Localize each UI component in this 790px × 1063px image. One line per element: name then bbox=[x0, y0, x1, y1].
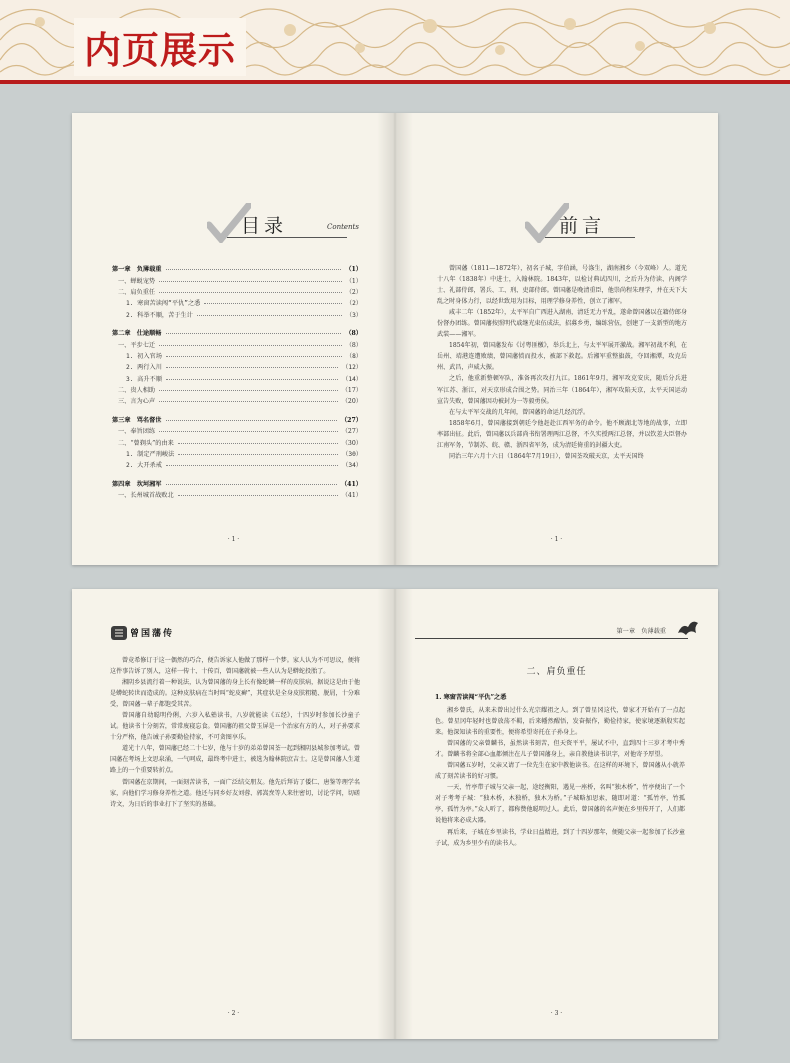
toc-entry-page: （1） bbox=[345, 266, 362, 274]
paragraph: 湘阴乡县流行着一种说法，认为曾国藩的身上长有像蛇鳞一样的皮肤病，据说这是由于他是蟒蛇转世而造成的。这种皮肤病在当时叫“蛇皮癣”，其症状是全身皮肤粗糙、脱屑，十分难受，曾国藩一辈子都饱受其苦。 bbox=[110, 679, 360, 709]
toc-entry-page: （3） bbox=[345, 311, 362, 319]
toc-gap bbox=[112, 471, 362, 478]
page-contents bbox=[72, 113, 395, 565]
preface-heading bbox=[525, 203, 705, 243]
paragraph: 1858年6月，曾国藩接到朝廷令他赶赴江西军务的命令。他不顾湖北等地的战事，立即率部出征。此后，曾国藩以兵部尚书衔署理两江总督，不久实授两江总督，并以钦差大臣督办江南军务，节制苏、皖、赣、浙四省军务，成为清廷倚重的封疆大吏。 bbox=[437, 419, 687, 449]
banner bbox=[0, 0, 790, 84]
toc-entry-page: （1） bbox=[345, 277, 362, 285]
toc-entry-label: 第一章 负薄载重 bbox=[112, 266, 162, 274]
toc-sec-entry[interactable] bbox=[112, 436, 362, 447]
toc-entry-page: （8） bbox=[345, 352, 362, 360]
toc-entry-label: 1. 寒窗苦读闯“平仇”之悉 bbox=[126, 300, 201, 308]
toc-entry-label: 2. 大开杀戒 bbox=[126, 462, 162, 470]
toc-sec-entry[interactable] bbox=[112, 395, 362, 406]
toc-entry-page: （8） bbox=[345, 330, 362, 338]
toc-gap bbox=[112, 320, 362, 327]
header-rule bbox=[415, 638, 688, 639]
toc-entry-page: （14） bbox=[342, 375, 362, 383]
toc-leader-dots bbox=[178, 454, 338, 455]
toc-chapter-entry[interactable] bbox=[112, 414, 362, 425]
toc-sec-entry[interactable] bbox=[112, 274, 362, 285]
toc-sub-entry[interactable] bbox=[112, 297, 362, 308]
toc-sub-entry[interactable] bbox=[112, 309, 362, 320]
paragraph: 同治三年六月十六日（1864年7月19日），曾国荃攻破天京，太平天国终 bbox=[449, 452, 644, 460]
seal-logo-icon bbox=[110, 625, 128, 641]
toc-entry-label: 1. 制定严刑峻法 bbox=[126, 451, 175, 459]
paragraph: 湘乡曾氏，从来未曾出过什么光宗耀祖之人。到了曾星冈这代，曾家才开始有了一点起色。曾星冈年轻时也曾放荡不羁，后来幡然醒悟，发奋振作，勤俭持家，使家境逐渐殷实起来。他深知读书的重要性，便将希望寄托在子孙身上。 bbox=[435, 707, 685, 737]
toc-sec-entry[interactable] bbox=[112, 489, 362, 500]
paragraph: 曾国藩的父亲曾麟书，虽然读书刻苦，但天资平平，屡试不中，直到四十三岁才考中秀才。曾麟书将全部心血都倾注在儿子曾国藩身上，亲自教他读书识字，对他寄予厚望。 bbox=[435, 740, 685, 759]
toc-leader-dots bbox=[166, 379, 338, 380]
toc-chapter-entry[interactable] bbox=[112, 263, 362, 274]
paragraph: 道光十八年，曾国藩已经二十七岁，他与十岁的弟弟曾国荃一起到湘阴县城参加考试。曾国藩在考场上文思泉涌，一气呵成，最终考中进士，被选为翰林院庶吉士。这是曾国藩人生道路上的一个重要转折点。 bbox=[110, 745, 360, 775]
toc-entry-page: （2） bbox=[345, 288, 362, 296]
toc-sub-entry[interactable] bbox=[112, 373, 362, 384]
toc-leader-dots bbox=[166, 356, 342, 357]
toc-leader-dots bbox=[166, 420, 338, 421]
paragraph: 曾国藩（1811—1872年），初名子城，字伯涵，号涤生，湖南湘乡（今双峰）人。道光十八年（1838年）中进士，入翰林院。1843年，以检讨典试四川，之后升为侍读、内阁学士、礼部侍郎，署兵、工、刑、吏部侍郎。曾国藩是晚清重臣，他崇尚程朱理学，并在天下大乱之时身体力行，以经世致用为目标，用理学修身养性，创立了湘军。 bbox=[437, 265, 687, 306]
chapter-header: 第一章 负薄载重 bbox=[616, 628, 666, 635]
paragraph: 在与太平军交战的几年间，曾国藩的命运几经沉浮。 bbox=[449, 408, 590, 416]
toc-leader-dots bbox=[159, 281, 342, 282]
toc-entry-page: （8） bbox=[345, 341, 362, 349]
toc-leader-dots bbox=[178, 443, 338, 444]
toc-entry-label: 第三章 骂名督世 bbox=[112, 416, 162, 424]
toc-sec-entry[interactable] bbox=[112, 286, 362, 297]
contents-subtitle: Contents bbox=[327, 223, 359, 231]
toc-entry-label: 3. 高升不顺 bbox=[126, 375, 162, 383]
toc-entry-page: （12） bbox=[342, 364, 362, 372]
paragraph: 咸丰二年（1852年），太平军自广西进入湖南，清廷无力平乱，遂命曾国藩以在籍侍郎身份督办团练。曾国藩按照明代戚继光束伍成法，招募乡勇，编练营伍，创建了一支新型的地方武装——湘军。 bbox=[437, 309, 687, 339]
toc-entry-page: （34） bbox=[342, 462, 362, 470]
series-logo-text: 曾国藩传 bbox=[130, 629, 175, 639]
toc-entry-page: （41） bbox=[341, 480, 362, 488]
toc-entry-label: 一、长州城首战败北 bbox=[118, 492, 174, 500]
toc-sec-entry[interactable] bbox=[112, 425, 362, 436]
toc-gap bbox=[112, 407, 362, 414]
toc-entry-label: 一、平步七迁 bbox=[118, 341, 156, 349]
toc-sec-entry[interactable] bbox=[112, 384, 362, 395]
body-text-left bbox=[110, 655, 360, 810]
paragraph: 曾国藩自幼聪明伶俐，六岁入私塾读书，八岁就能读《五经》，十四岁时参加长沙童子试。他读书十分刻苦，常常废寝忘食。曾国藩的祖父曾玉屏是一个治家有方的人，对子孙要求十分严格，他告诫子孙要勤俭持家，不可贪图享乐。 bbox=[110, 712, 360, 742]
page-preface bbox=[395, 113, 718, 565]
toc-sub-entry[interactable] bbox=[112, 448, 362, 459]
toc-entry-label: 1. 初入官场 bbox=[126, 352, 162, 360]
book-spread-contents bbox=[72, 113, 718, 565]
toc-entry-label: 第二章 仕途顺畅 bbox=[112, 330, 162, 338]
page-body-left bbox=[72, 589, 395, 1039]
toc-sub-entry[interactable] bbox=[112, 459, 362, 470]
book-spread-body bbox=[72, 589, 718, 1039]
page-number: · 1 · bbox=[550, 536, 563, 543]
toc-chapter-entry[interactable] bbox=[112, 478, 362, 489]
toc-entry-label: 2. 两行入川 bbox=[126, 364, 162, 372]
toc-entry-label: 一、蝉蜕宠势 bbox=[118, 277, 156, 285]
toc-entry-label: 二、肩负重任 bbox=[118, 288, 156, 296]
toc-sec-entry[interactable] bbox=[112, 338, 362, 349]
paragraph: 1854年初，曾国藩发布《讨粤匪檄》，举兵北上，与太平军展开激战。湘军初战不利，在岳州、靖港连遭败绩，曾国藩愤而投水，被部下救起。后湘军重整旗鼓，夺回湘潭，攻克岳州、武昌，声威大振。 bbox=[437, 342, 687, 372]
toc-leader-dots bbox=[166, 367, 338, 368]
banner-divider bbox=[0, 80, 790, 84]
toc-leader-dots bbox=[204, 303, 342, 304]
toc-entry-label: 一、奉旨团练 bbox=[118, 428, 156, 436]
toc-leader-dots bbox=[159, 431, 338, 432]
toc-sub-entry[interactable] bbox=[112, 361, 362, 372]
preface-body bbox=[437, 263, 687, 462]
section-title: 二、肩负重任 bbox=[526, 667, 587, 677]
paragraph: 曾竟希修订于这一偶然的巧合，便告诉家人他做了那样一个梦。家人认为不可思议，便将这件事告诉了别人，这样一传十、十传百，曾国藩就被一些人认为是蟒蛇投胎了。 bbox=[110, 657, 360, 676]
subsection-title: 1. 寒窗苦读闯“平仇”之悉 bbox=[435, 694, 507, 701]
toc-leader-dots bbox=[159, 401, 338, 402]
toc-leader-dots bbox=[178, 495, 338, 496]
toc-entry-page: （2） bbox=[345, 300, 362, 308]
paragraph: 再后来，子城在乡里读书，学业日益精进，到了十四岁那年，便随父亲一起参加了长沙童子试，成为乡里少有的读书人。 bbox=[435, 828, 685, 847]
toc-entry-label: 第四章 坎坷湘军 bbox=[112, 480, 162, 488]
toc-leader-dots bbox=[166, 465, 338, 466]
toc-entry-label: 2. 科举不顺，苦于生计 bbox=[126, 311, 193, 319]
toc-entry-page: （27） bbox=[341, 416, 362, 424]
toc-sub-entry[interactable] bbox=[112, 350, 362, 361]
toc-leader-dots bbox=[166, 333, 342, 334]
toc-entry-page: （41） bbox=[341, 492, 362, 500]
page-body-right bbox=[395, 589, 718, 1039]
toc-leader-dots bbox=[197, 315, 342, 316]
preface-title: 前言 bbox=[559, 215, 606, 237]
toc-leader-dots bbox=[166, 484, 338, 485]
heading-rule bbox=[227, 237, 347, 238]
toc-leader-dots bbox=[159, 292, 342, 293]
paragraph: 曾国藩在京期间，一面刻苦读书，一面广泛结交朋友。他先后拜访了倭仁、唐鉴等理学名家，向他们学习修身养性之道。他还与同乡好友刘蓉、郭嵩焘等人来往密切，讨论学问，切磋诗文，为日后的事业打下了坚实的基础。 bbox=[110, 778, 360, 808]
page-number: · 1 · bbox=[227, 536, 240, 543]
paragraph: 曾国藩五岁时，父亲又请了一位先生在家中教他读书。在这样的环境下，曾国藩从小就养成了刻苦读书的好习惯。 bbox=[435, 762, 685, 781]
banner-title: 内页展示 bbox=[84, 29, 236, 72]
toc-entry-label: 三、言为心声 bbox=[118, 398, 156, 406]
toc-entry-page: （17） bbox=[341, 387, 362, 395]
heading-rule bbox=[545, 237, 635, 238]
toc-entry-page: （27） bbox=[341, 428, 362, 436]
toc-leader-dots bbox=[166, 269, 342, 270]
toc-entry-page: （30） bbox=[342, 451, 362, 459]
toc-leader-dots bbox=[159, 345, 342, 346]
toc-entry-page: （20） bbox=[341, 398, 362, 406]
paragraph: 一天，竹亭带子城与父亲一起，途经衡阳，遇见一座桥，名叫“独木桥”，竹亭便出了一个对子考考子城：“独木桥，木独桥，独木为桥。”子城略加思索，随即对道：“孤竹亭，竹孤亭，孤竹为亭。”众人听了，都称赞他聪明过人。此后，曾国藩的名声便在乡里传开了，人们都说他将来必成大器。 bbox=[435, 784, 685, 825]
contents-title: 目录 bbox=[241, 215, 288, 237]
toc-entry-label: 二、“曾剃头”的由来 bbox=[118, 439, 174, 447]
table-of-contents bbox=[112, 263, 362, 500]
body-text-right bbox=[435, 705, 685, 849]
toc-entry-page: （30） bbox=[341, 439, 362, 447]
contents-heading bbox=[207, 203, 397, 243]
paragraph: 之后，他重新整顿军队，准备再次攻打九江。1861年9月，湘军攻克安庆，随后分兵进军江苏、浙江，对天京形成合围之势。同治三年（1864年），湘军攻陷天京，太平天国运动宣告失败，曾国藩因功被封为一等毅勇侯。 bbox=[437, 375, 687, 405]
toc-entry-label: 二、贵人相助 bbox=[118, 387, 156, 395]
toc-leader-dots bbox=[159, 390, 338, 391]
toc-chapter-entry[interactable] bbox=[112, 327, 362, 338]
page-number: · 2 · bbox=[227, 1010, 240, 1017]
dragon-icon bbox=[676, 617, 700, 639]
page-number: · 3 · bbox=[550, 1010, 563, 1017]
